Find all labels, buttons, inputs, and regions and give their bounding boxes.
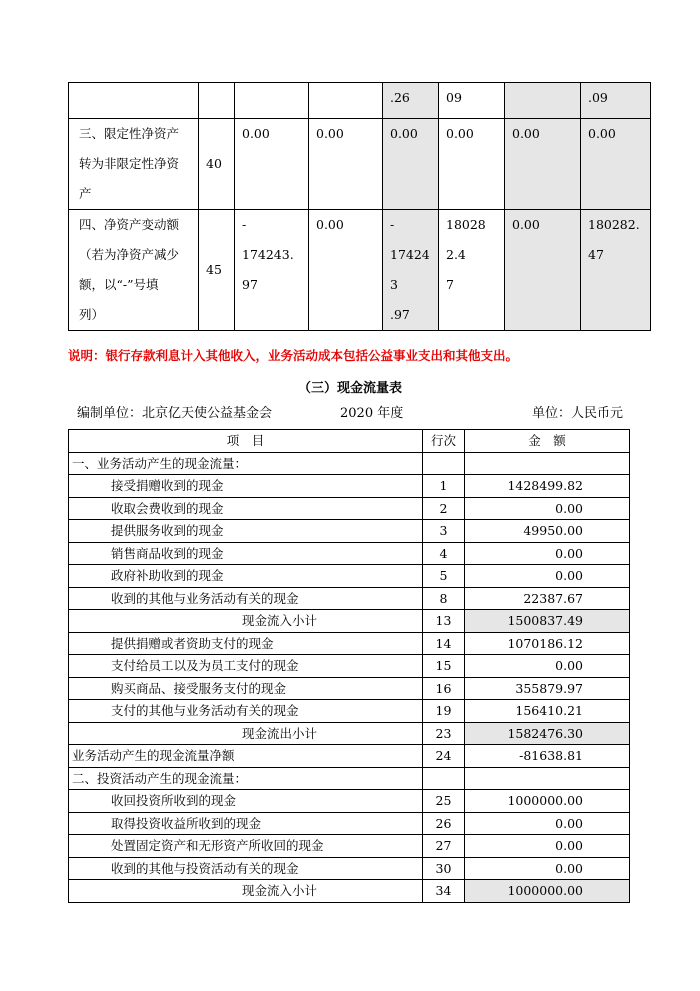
item-cell: 现金流入小计 [69, 610, 423, 633]
row-label [69, 210, 199, 331]
row-number-cell: 3 [423, 520, 465, 543]
value-line: 174243 [390, 247, 430, 292]
table-row [69, 83, 651, 119]
row-number-cell: 30 [423, 857, 465, 880]
item-cell: 提供服务收到的现金 [69, 520, 423, 543]
row-label [69, 83, 199, 119]
value-line: 0.00 [512, 126, 540, 141]
value-line: - [242, 217, 247, 232]
value-line: 0.00 [390, 126, 418, 141]
amount-cell: 0.00 [465, 497, 630, 520]
explanation-note: 说明：银行存款利息计入其他收入，业务活动成本包括公益事业支出和其他支出。 [68, 348, 519, 363]
amount-cell: 0.00 [465, 857, 630, 880]
item-cell: 业务活动产生的现金流量净额 [69, 745, 423, 768]
table-row [69, 520, 630, 543]
row-number-cell: 15 [423, 655, 465, 678]
table-row [69, 542, 630, 565]
row-number: 40 [199, 119, 235, 210]
amount-cell: -81638.81 [465, 745, 630, 768]
subtotal-row [69, 722, 630, 745]
table-row [69, 632, 630, 655]
row-number [199, 83, 235, 119]
row-number-cell: 24 [423, 745, 465, 768]
value-line: 174243.97 [242, 247, 294, 292]
row-label-line: 四、净资产变动额 [79, 217, 180, 232]
amount-cell: 1428499.82 [465, 475, 630, 498]
subtotal-row [69, 610, 630, 633]
item-cell: 处置固定资产和无形资产所收回的现金 [69, 835, 423, 858]
row-number-cell [423, 452, 465, 475]
value-line: 47 [588, 247, 604, 262]
row-number-cell: 23 [423, 722, 465, 745]
value-cell [309, 119, 383, 210]
amount-cell: 1070186.12 [465, 632, 630, 655]
value-line: 0.00 [512, 217, 540, 232]
row-number-cell: 14 [423, 632, 465, 655]
compiler-label: 编制单位：北京亿天使公益基金会 [77, 406, 273, 421]
amount-cell [465, 452, 630, 475]
row-label-line: 额，以“-”号填 [79, 277, 159, 292]
section-row [69, 452, 630, 475]
item-cell: 收取会费收到的现金 [69, 497, 423, 520]
amount-cell: 22387.67 [465, 587, 630, 610]
row-label-line: 三、限定性净资产 [79, 126, 180, 141]
table-row [69, 812, 630, 835]
value-line: 0.00 [446, 126, 474, 141]
item-cell: 政府补助收到的现金 [69, 565, 423, 588]
amount-cell: 0.00 [465, 542, 630, 565]
row-number-cell: 34 [423, 880, 465, 903]
item-cell: 现金流出小计 [69, 722, 423, 745]
row-number-cell [423, 767, 465, 790]
row-label-line: 转为非限定性净资 [79, 156, 180, 171]
value-cell [309, 83, 383, 119]
item-cell: 提供捐赠或者资助支付的现金 [69, 632, 423, 655]
row-number-cell: 2 [423, 497, 465, 520]
value-line: 180282.4 [446, 217, 486, 262]
row-label-line: （若为净资产减少 [79, 247, 180, 262]
row-number-cell: 8 [423, 587, 465, 610]
item-cell: 收到的其他与投资活动有关的现金 [69, 857, 423, 880]
table-row [69, 587, 630, 610]
value-line: 7 [446, 277, 454, 292]
value-cell [581, 83, 651, 119]
table-row [69, 745, 630, 768]
value-line: .09 [588, 90, 608, 105]
row-number-cell: 13 [423, 610, 465, 633]
amount-cell: 0.00 [465, 835, 630, 858]
item-cell: 一、业务活动产生的现金流量： [69, 452, 423, 475]
cash-flow-table [68, 429, 630, 903]
value-cell [581, 210, 651, 331]
value-line: 0.00 [242, 126, 270, 141]
row-label [69, 119, 199, 210]
table-row [69, 497, 630, 520]
value-line: 0.00 [316, 217, 344, 232]
table-row [69, 565, 630, 588]
subtotal-row [69, 880, 630, 903]
section-row [69, 767, 630, 790]
value-cell [235, 119, 309, 210]
amount-cell: 0.00 [465, 565, 630, 588]
row-label-line: 产 [79, 186, 92, 201]
table-row [69, 857, 630, 880]
amount-cell: 1582476.30 [465, 722, 630, 745]
item-cell: 销售商品收到的现金 [69, 542, 423, 565]
value-line: 180282. [588, 217, 640, 232]
item-cell: 接受捐赠收到的现金 [69, 475, 423, 498]
table-row [69, 655, 630, 678]
table-row [69, 790, 630, 813]
row-number-cell: 16 [423, 677, 465, 700]
header-item: 项 目 [69, 430, 423, 453]
item-cell: 二、投资活动产生的现金流量： [69, 767, 423, 790]
item-cell: 支付的其他与业务活动有关的现金 [69, 700, 423, 723]
value-cell [235, 210, 309, 331]
value-line: .26 [390, 90, 410, 105]
row-label-line: 列） [79, 307, 105, 322]
row-number-cell: 1 [423, 475, 465, 498]
value-cell [439, 210, 505, 331]
amount-cell: 0.00 [465, 655, 630, 678]
row-number-cell: 26 [423, 812, 465, 835]
row-number-cell: 5 [423, 565, 465, 588]
value-line: 0.00 [316, 126, 344, 141]
value-cell [383, 210, 439, 331]
table-row [69, 475, 630, 498]
row-number-cell: 19 [423, 700, 465, 723]
amount-cell [465, 767, 630, 790]
value-cell [581, 119, 651, 210]
value-cell [383, 119, 439, 210]
item-cell: 收到的其他与业务活动有关的现金 [69, 587, 423, 610]
value-line: 0.00 [588, 126, 616, 141]
value-line: 09 [446, 90, 462, 105]
row-number-cell: 4 [423, 542, 465, 565]
amount-cell: 355879.97 [465, 677, 630, 700]
item-cell: 收回投资所收到的现金 [69, 790, 423, 813]
value-cell [309, 210, 383, 331]
value-cell [439, 83, 505, 119]
value-cell [235, 83, 309, 119]
amount-cell: 49950.00 [465, 520, 630, 543]
table-row [69, 677, 630, 700]
value-cell [439, 119, 505, 210]
table-row [69, 210, 651, 331]
amount-cell: 0.00 [465, 812, 630, 835]
value-line: - [390, 217, 395, 232]
value-cell [505, 83, 581, 119]
report-year: 2020 年度 [340, 406, 404, 421]
row-number-cell: 25 [423, 790, 465, 813]
amount-cell: 1000000.00 [465, 880, 630, 903]
table-header-row [69, 430, 630, 453]
section-title: （三）现金流量表 [297, 381, 402, 396]
amount-cell: 1000000.00 [465, 790, 630, 813]
header-row-no: 行次 [423, 430, 465, 453]
table-row [69, 119, 651, 210]
amount-cell: 156410.21 [465, 700, 630, 723]
row-number-cell: 27 [423, 835, 465, 858]
amount-cell: 1500837.49 [465, 610, 630, 633]
item-cell: 取得投资收益所收到的现金 [69, 812, 423, 835]
item-cell: 购买商品、接受服务支付的现金 [69, 677, 423, 700]
value-cell [505, 210, 581, 331]
value-cell [505, 119, 581, 210]
value-cell [383, 83, 439, 119]
table-row [69, 700, 630, 723]
net-assets-table [68, 82, 651, 331]
currency-unit: 单位：人民币元 [532, 406, 624, 421]
header-amount: 金 额 [465, 430, 630, 453]
value-line: .97 [390, 307, 410, 322]
row-number: 45 [199, 210, 235, 331]
item-cell: 支付给员工以及为员工支付的现金 [69, 655, 423, 678]
item-cell: 现金流入小计 [69, 880, 423, 903]
table-row [69, 835, 630, 858]
